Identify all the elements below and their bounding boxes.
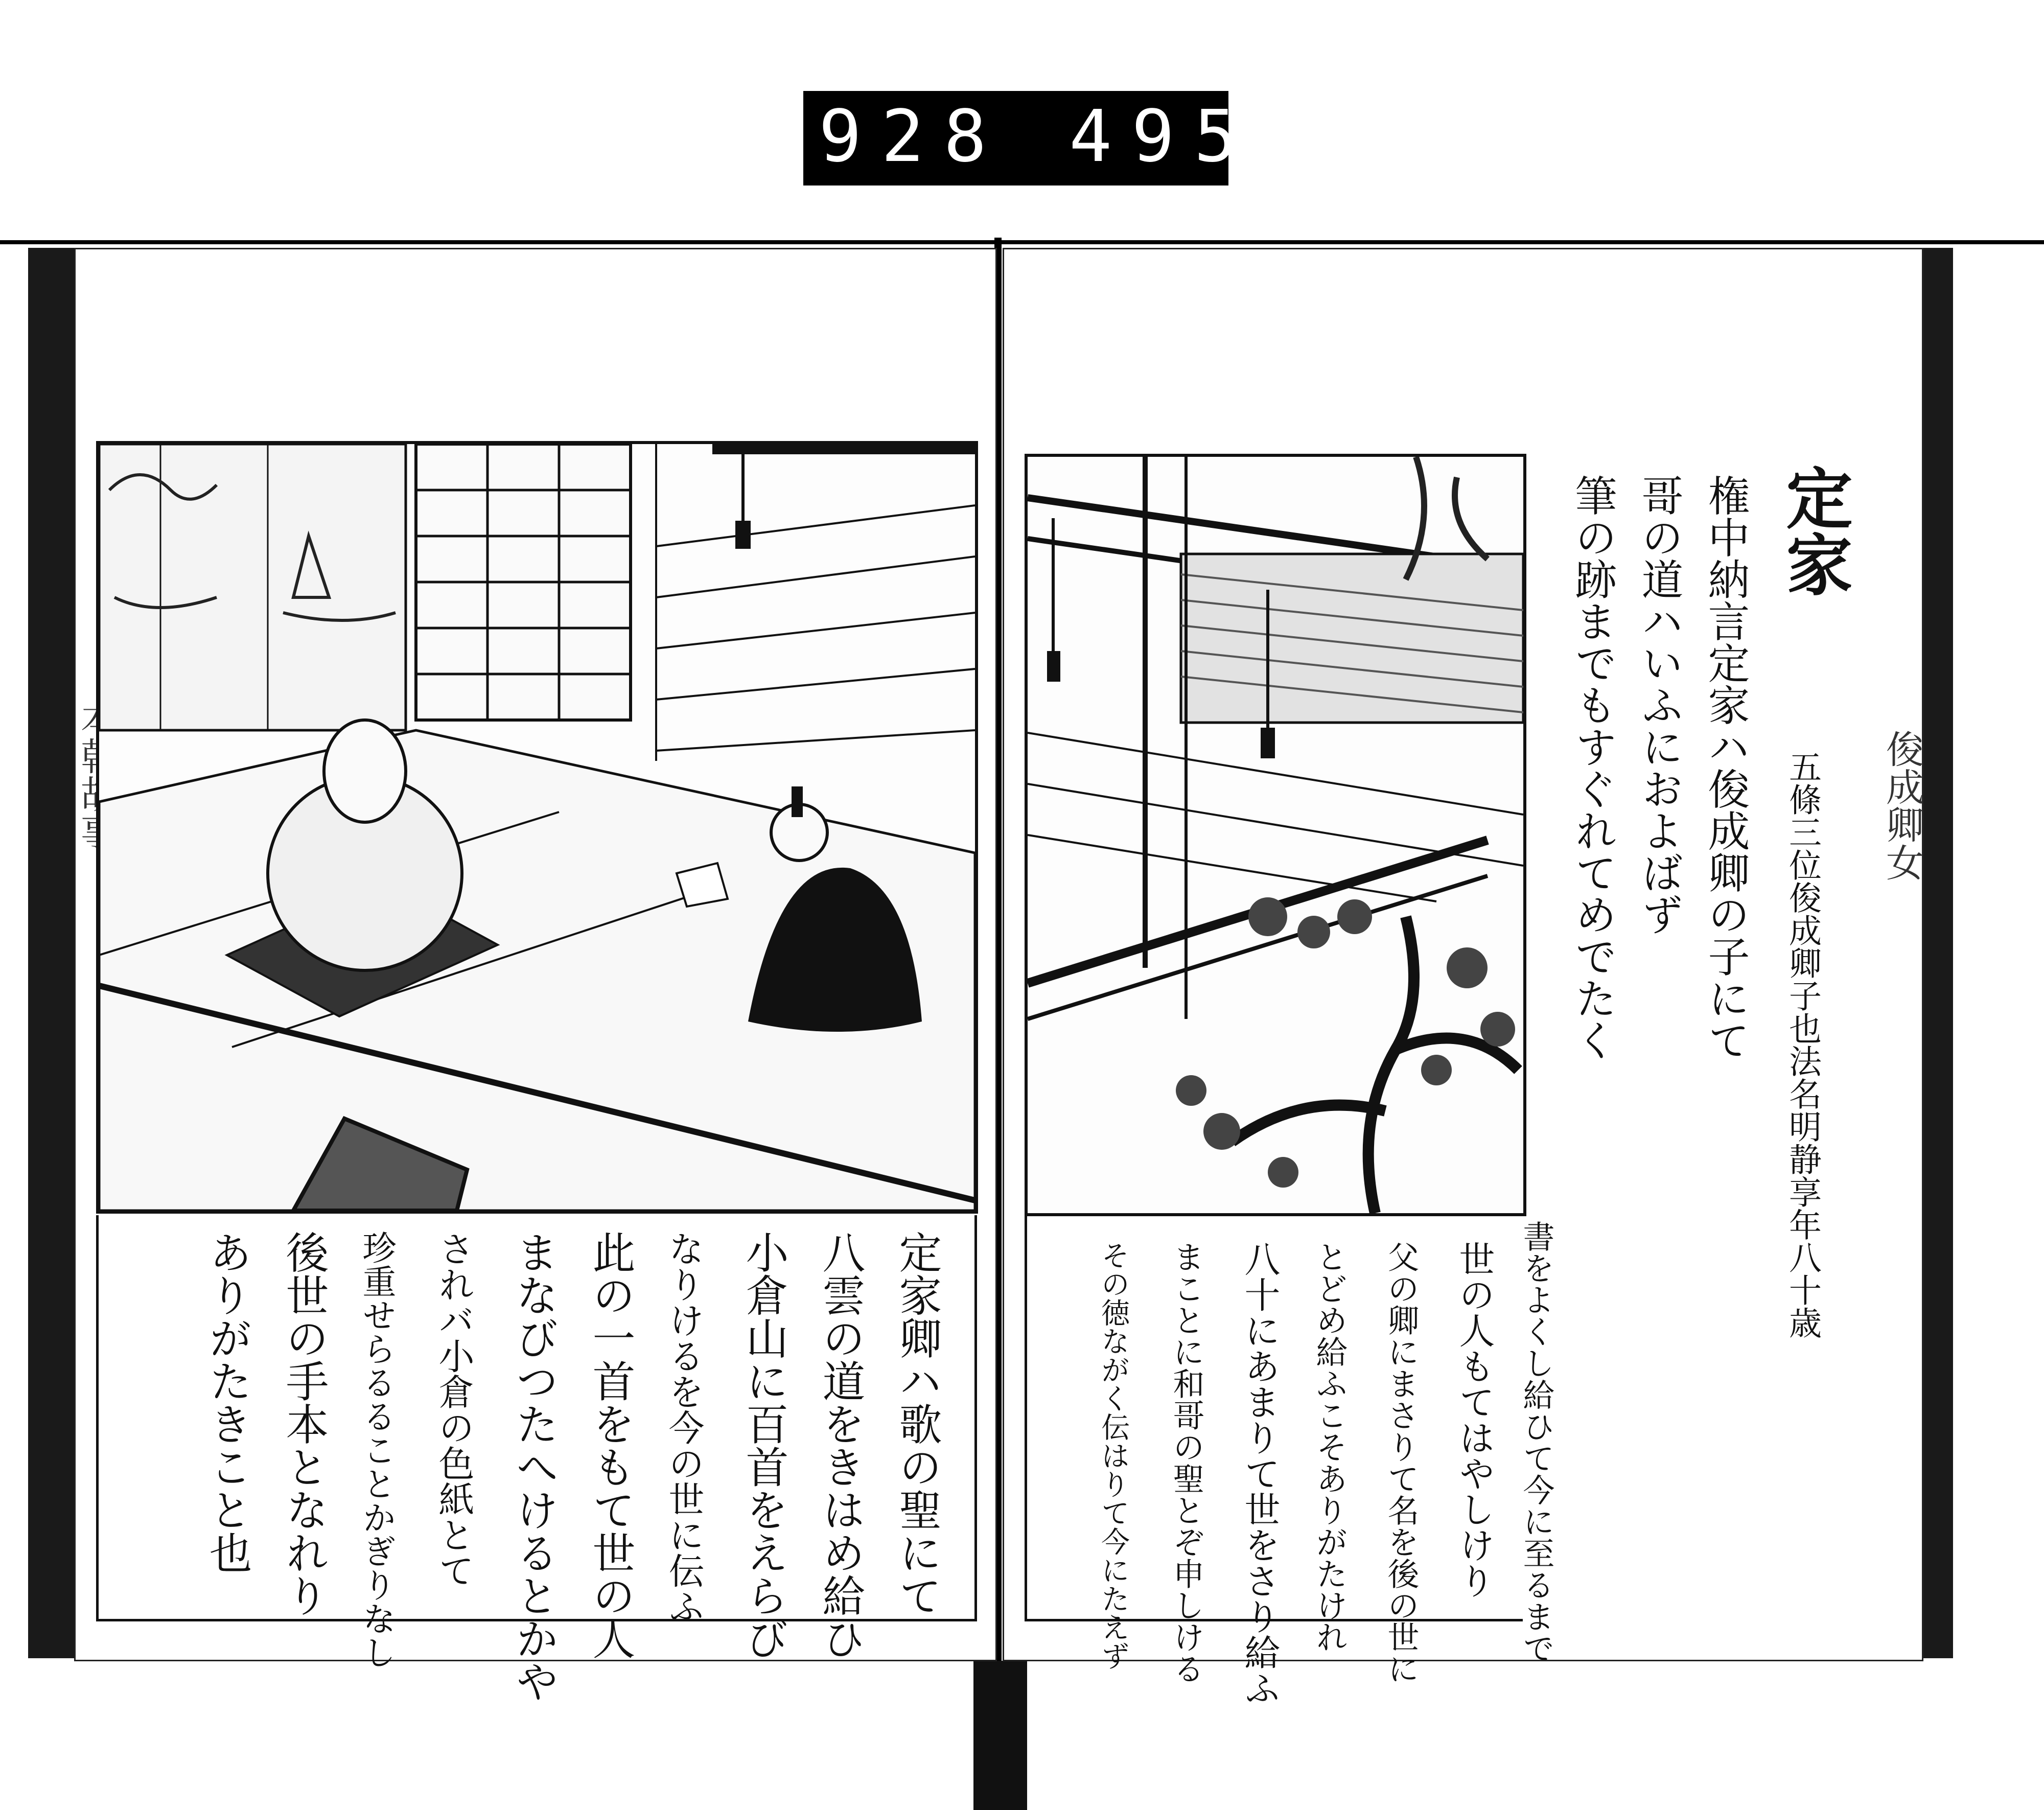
right-text-col-9: まことに和哥の聖とぞ申しける: [1168, 1241, 1205, 1684]
interior-scene-drawing: [99, 444, 975, 1211]
left-text-col-10: ありがたきこと也: [202, 1231, 252, 1574]
right-margin-title: 俊成卿女: [1880, 730, 1924, 881]
right-text-area: [1025, 1210, 1523, 1706]
right-text-col-3: 筆の跡までもすぐれてめでたく: [1568, 474, 1617, 1061]
right-text-col-2: 哥の道ハいふにおよばず: [1635, 474, 1683, 935]
bottom-binding-tab: [973, 1661, 1027, 1810]
catalog-number-right: 495.: [1069, 95, 1319, 178]
entry-heading-note: 五條三位俊成卿子也法名明静享年八十歳: [1783, 750, 1821, 1339]
right-text-col-6: 父の卿にまさりて名を後の世に: [1382, 1241, 1420, 1684]
right-text-col-4: 書をよくし給ひて今に至るまで: [1518, 1220, 1555, 1664]
right-text-col-8: 八十にあまりて世をさり給ふ: [1239, 1241, 1281, 1706]
left-text-area: [96, 1215, 977, 1703]
right-text-col-10: その徳ながく伝はりて今にたえず: [1097, 1241, 1130, 1670]
right-text-col-7: とどめ給ふこそありがたけれ: [1311, 1241, 1348, 1653]
right-book-edge: [1921, 248, 1953, 1658]
left-text-col-4: なりけるを今の世に伝ふ: [663, 1231, 705, 1624]
catalog-number-left: 928: [819, 95, 1006, 178]
left-text-col-8: 珍重せらるることかぎりなし: [357, 1231, 396, 1669]
left-text-col-3: 小倉山に百首をえらび: [739, 1231, 789, 1660]
right-text-col-1: 権中納言定家ハ俊成卿の子にて: [1701, 474, 1750, 1061]
right-page: [1003, 248, 1924, 1706]
left-text-col-6: まなびつたへけるとかや: [509, 1231, 559, 1703]
left-text-col-2: 八雲の道をきはめ給ひ: [816, 1231, 866, 1660]
veranda-garden-drawing: [1028, 457, 1523, 1213]
left-text-col-1: 定家卿ハ歌の聖にて: [892, 1231, 942, 1617]
right-illustration: [1025, 454, 1526, 1216]
left-text-col-9: 後世の手本となれり: [279, 1231, 329, 1617]
left-book-edge: [28, 248, 74, 1658]
left-text-col-7: されバ小倉の色紙とて: [433, 1231, 475, 1588]
top-rule: [0, 240, 2044, 244]
catalog-number-label: [803, 91, 1319, 185]
left-illustration: [96, 441, 978, 1214]
left-page: [74, 248, 997, 1703]
right-text-col-5: 世の人もてはやしけり: [1453, 1241, 1495, 1598]
left-text-col-5: 此の一首をもて世の人: [586, 1231, 636, 1660]
entry-heading: 定家: [1775, 464, 1853, 597]
